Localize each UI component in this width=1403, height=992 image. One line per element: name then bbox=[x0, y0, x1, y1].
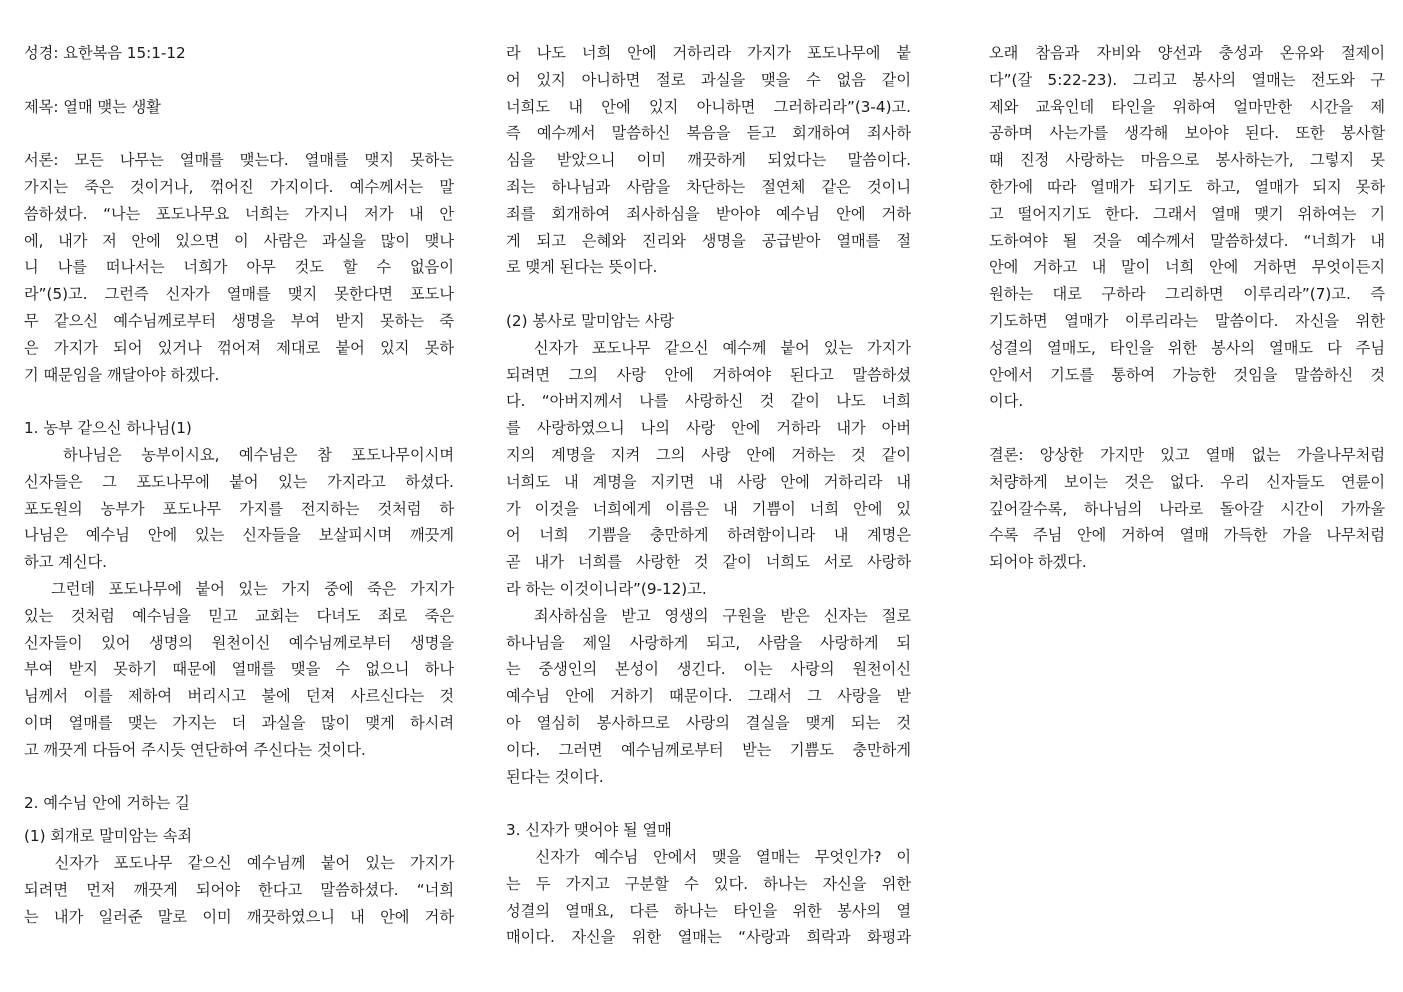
section-2-2-line: 하나님을 제일 사랑하게 되고, 사람을 사랑하게 되 bbox=[506, 633, 911, 652]
section-2-1-line: 신자가 포도나무 같으신 예수님께 붙어 있는 가지가 bbox=[24, 853, 454, 872]
section-1-line: 포도원의 농부가 포도나무 가지를 전지하는 것처럼 하 bbox=[24, 499, 454, 518]
section-3-line: 안에서 기도를 통하여 가능한 것임을 말씀하신 것 bbox=[989, 365, 1385, 384]
section-1-line: 고 깨끗게 다듬어 주시듯 연단하여 주신다는 것이다. bbox=[24, 740, 366, 759]
section-3-line: 도하여야 될 것을 예수께서 말씀하셨다. “너희가 내 bbox=[989, 231, 1385, 250]
section-1-line: 하나님은 농부이시요, 예수님은 참 포도나무이시며 bbox=[24, 445, 454, 464]
introduction bbox=[24, 147, 454, 388]
column-2 bbox=[506, 40, 911, 951]
section-3-line: 공하며 사는가를 생각해 보아야 된다. 또한 봉사할 bbox=[989, 124, 1385, 143]
scripture-reference: 성경: 요한복음 15:1-12 bbox=[24, 44, 186, 62]
intro-line: 니 나를 떠나서는 너희가 아무 것도 할 수 없음이 bbox=[24, 258, 454, 277]
section-2-2-heading: (2) 봉사로 말미암는 사랑 bbox=[506, 311, 675, 330]
section-2-2-line: 신자가 포도나무 같으신 예수께 붙어 있는 가지가 bbox=[506, 338, 911, 357]
section-3-line: 이다. bbox=[989, 392, 1024, 411]
section-2-2-line: 를 사랑하였으니 나의 사랑 안에 거하라 내가 아버 bbox=[506, 419, 911, 438]
section-2-2-line: 지의 계명을 지켜 그의 사랑 안에 거하는 것 같이 bbox=[506, 445, 911, 464]
section-2-2-body bbox=[506, 335, 911, 791]
conclusion-line: 되어야 하겠다. bbox=[989, 553, 1087, 572]
section-2-2-line: 예수님 안에 거하기 때문이다. 그래서 그 사랑을 받 bbox=[506, 687, 911, 706]
spacer bbox=[24, 764, 454, 791]
section-2-1-line: 게 되고 은혜와 진리와 생명을 공급받아 열매를 절 bbox=[506, 231, 911, 250]
section-2-2-line: 가 이것을 너희에게 이름은 내 기쁨이 너희 안에 있 bbox=[506, 499, 911, 518]
section-2-1-line: 라 나도 너희 안에 거하리라 가지가 포도나무에 붙 bbox=[506, 44, 911, 62]
section-2-1-line: 로 맺게 된다는 뜻이다. bbox=[506, 258, 658, 277]
conclusion-line: 결론: 앙상한 가지만 있고 열매 없는 가을나무처럼 bbox=[989, 445, 1385, 464]
section-2-heading: 2. 예수님 안에 거하는 길 bbox=[24, 794, 190, 813]
section-2-2-line: 곧 내가 너희를 사랑한 것 같이 너희도 서로 사랑하 bbox=[506, 553, 911, 572]
spacer bbox=[989, 415, 1385, 442]
section-2-1-line: 죄를 회개하여 죄사하심을 받아야 예수님 안에 거하 bbox=[506, 204, 911, 223]
section-3-line: 고 떨어지기도 한다. 그래서 열매 맺기 위하여는 기 bbox=[989, 204, 1385, 223]
intro-line: 서론: 모든 나무는 열매를 맺는다. 열매를 맺지 못하는 bbox=[24, 151, 454, 170]
section-2-1-line: 는 내가 일러준 말로 이미 깨끗하였으니 내 안에 거하 bbox=[24, 907, 454, 926]
section-3-line: 성결의 열매도, 타인을 위한 봉사의 열매도 다 주님 bbox=[989, 338, 1385, 357]
section-2-2-line: 되려면 그의 사랑 안에 거하여야 된다고 말씀하셨 bbox=[506, 365, 911, 384]
intro-line: 에, 내가 저 안에 있으면 이 사람은 과실을 많이 맺나 bbox=[24, 231, 454, 250]
section-2-2-line: 는 중생인의 본성이 생긴다. 이는 사랑의 원천이신 bbox=[506, 660, 911, 679]
column-1 bbox=[24, 40, 454, 930]
conclusion-line: 처량하게 보이는 것은 없다. 우리 신자들도 연륜이 bbox=[989, 472, 1385, 491]
section-3-line: 신자가 예수님 안에서 맺을 열매는 무엇인가? 이 bbox=[506, 847, 911, 866]
section-1-heading: 1. 농부 같으신 하나님(1) bbox=[24, 419, 192, 438]
section-1-line: 이며 열매를 맺는 가지는 더 과실을 많이 맺게 하시려 bbox=[24, 713, 454, 732]
section-1-line: 그런데 포도나무에 붙어 있는 가지 중에 죽은 가지가 bbox=[24, 579, 454, 598]
section-2-2-line: 어 너희 기쁨을 충만하게 하려함이니라 내 계명은 bbox=[506, 526, 911, 545]
section-3-line: 때 진정 사랑하는 마음으로 봉사하는가, 그렇지 못 bbox=[989, 151, 1385, 170]
section-2-1-line: 되려면 먼저 깨끗게 되어야 한다고 말씀하셨다. “너희 bbox=[24, 880, 454, 899]
spacer bbox=[506, 281, 911, 308]
section-2-1-body-part2 bbox=[506, 40, 911, 281]
section-3-line: 제와 교육인데 타인을 위하여 얼마만한 시간을 제 bbox=[989, 97, 1385, 116]
section-2-1-line: 너희도 내 안에 있지 아니하면 그러하리라”(3-4)고. bbox=[506, 97, 911, 116]
section-1-line: 있는 것처럼 예수님을 믿고 교회는 다녀도 죄로 죽은 bbox=[24, 606, 454, 625]
section-2-2-line: 라 하는 이것이니라”(9-12)고. bbox=[506, 579, 707, 598]
section-3-line: 는 두 가지고 구분할 수 있다. 하나는 자신을 위한 bbox=[506, 874, 911, 893]
intro-line: 기 때문임을 깨달아야 하겠다. bbox=[24, 365, 220, 384]
section-2-1-line: 어 있지 아니하면 절로 과실을 맺을 수 없음 같이 bbox=[506, 70, 911, 89]
section-3-line: 다”(갈 5:22-23). 그리고 봉사의 열매는 전도와 구 bbox=[989, 70, 1385, 89]
spacer bbox=[24, 120, 454, 147]
section-3-line: 오래 참음과 자비와 양선과 충성과 온유와 절제이 bbox=[989, 44, 1385, 62]
section-1-line: 하고 계신다. bbox=[24, 553, 108, 572]
sermon-title: 제목: 열매 맺는 생활 bbox=[24, 97, 161, 116]
intro-line: 라”(5)고. 그런즉 신자가 열매를 맺지 못한다면 포도나 bbox=[24, 285, 454, 304]
section-1-line: 신자들은 그 포도나무에 붙어 있는 가지라고 하셨다. bbox=[24, 472, 454, 491]
conclusion-line: 수록 주님 안에 거하여 열매 가득한 가을 나무처럼 bbox=[989, 526, 1385, 545]
section-3-line: 안에 거하고 내 말이 너희 안에 거하면 무엇이든지 bbox=[989, 258, 1385, 277]
section-1-line: 부여 받지 못하기 때문에 열매를 맺을 수 없으니 하나 bbox=[24, 660, 454, 679]
section-2-2-line: 너희도 내 계명을 지키면 내 사랑 안에 거하리라 내 bbox=[506, 472, 911, 491]
section-1-line: 신자들이 있어 생명의 원천이신 예수님께로부터 생명을 bbox=[24, 633, 454, 652]
section-3-line: 한가에 따라 열매가 되기도 하고, 열매가 되지 못하 bbox=[989, 177, 1385, 196]
conclusion-line: 깊어갈수록, 하나님의 나라로 돌아갈 시간이 가까울 bbox=[989, 499, 1385, 518]
intro-line: 씀하셨다. “나는 포도나무요 너희는 가지니 저가 내 안 bbox=[24, 204, 454, 223]
section-1-line: 님께서 이를 제하여 버리시고 불에 던져 사르신다는 것 bbox=[24, 687, 454, 706]
spacer bbox=[24, 388, 454, 415]
section-3-line: 매이다. 자신을 위한 열매는 “사랑과 희락과 화평과 bbox=[506, 928, 911, 947]
section-3-heading: 3. 신자가 맺어야 될 열매 bbox=[506, 821, 672, 840]
section-2-2-line: 죄사하심을 받고 영생의 구원을 받은 신자는 절로 bbox=[506, 606, 911, 625]
section-2-1-body-part1 bbox=[24, 850, 454, 930]
section-3-line: 성결의 열매요, 다른 하나는 타인을 위한 봉사의 열 bbox=[506, 901, 911, 920]
section-3-line: 기도하면 열매가 이루리라는 말씀이다. 자신을 위한 bbox=[989, 311, 1385, 330]
section-2-2-line: 이다. 그러면 예수님께로부터 받는 기쁨도 충만하게 bbox=[506, 740, 911, 759]
column-3 bbox=[989, 40, 1385, 576]
section-3-body-part1 bbox=[506, 844, 911, 951]
section-1-line: 나님은 예수님 안에 있는 신자들을 보살피시며 깨끗게 bbox=[24, 526, 454, 545]
section-3-body-part2 bbox=[989, 40, 1385, 415]
intro-line: 가지는 죽은 것이거나, 꺾어진 가지이다. 예수께서는 말 bbox=[24, 177, 454, 196]
section-2-1-line: 심을 받았으니 이미 깨끗하게 되었다는 말씀이다. bbox=[506, 151, 911, 170]
section-2-2-line: 된다는 것이다. bbox=[506, 767, 604, 786]
spacer bbox=[506, 790, 911, 817]
intro-line: 무 같으신 예수님께로부터 생명을 부여 받지 못하는 죽 bbox=[24, 311, 454, 330]
section-2-1-line: 죄는 하나님과 사람을 차단하는 절연체 같은 것이니 bbox=[506, 177, 911, 196]
section-1-body bbox=[24, 442, 454, 764]
section-3-line: 원하는 대로 구하라 그리하면 이루리라”(7)고. 즉 bbox=[989, 285, 1385, 304]
spacer bbox=[24, 67, 454, 94]
section-2-1-line: 즉 예수께서 말씀하신 복음을 듣고 회개하여 죄사하 bbox=[506, 124, 911, 143]
section-2-2-line: 다. “아버지께서 나를 사랑하신 것 같이 나도 너희 bbox=[506, 392, 911, 411]
section-2-2-line: 아 열심히 봉사하므로 사랑의 결실을 맺게 되는 것 bbox=[506, 713, 911, 732]
intro-line: 은 가지가 되어 있거나 꺾어져 제대로 붙어 있지 못하 bbox=[24, 338, 454, 357]
conclusion bbox=[989, 442, 1385, 576]
section-2-1-heading: (1) 회개로 말미암는 속죄 bbox=[24, 827, 193, 846]
